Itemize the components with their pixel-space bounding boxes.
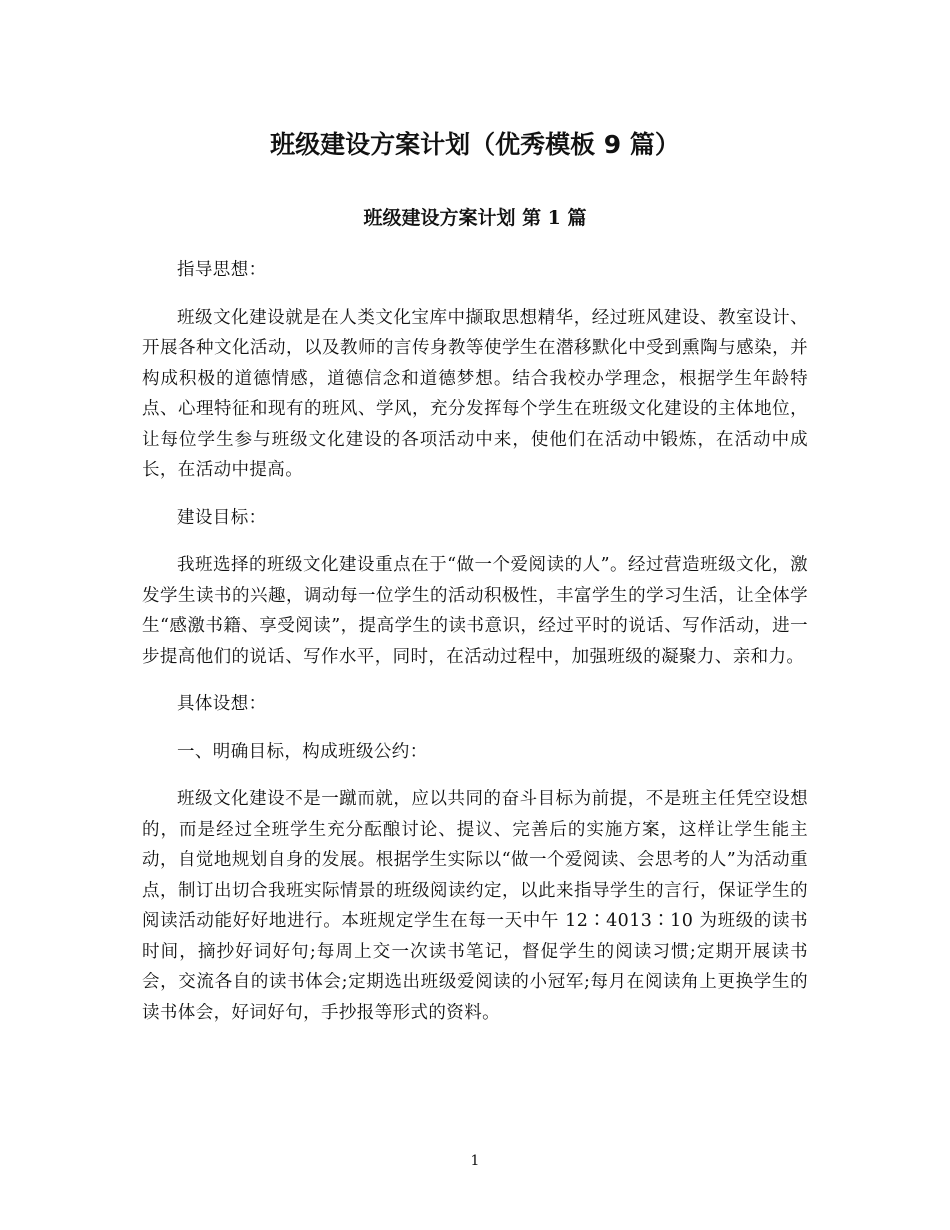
section-title: 班级建设方案计划 第 1 篇 [363,207,587,229]
paragraph-construction-goals: 我班选择的班级文化建设重点在于“做一个爱阅读的人”。经过营造班级文化，激发学生读书的兴趣，调动每一位学生的活动积极性，丰富学生的学习生活，让全体学生“感激书籍、享受阅读”，提高学生的读书意识，经过平时的说话、写作活动，进一步提高他们的说话、写作水平，同时，在活动过程中，加强班级的凝聚力、亲和力。 [142,555,808,667]
document-title: 班级建设方案计划（优秀模板 9 篇） [270,130,680,159]
page-number: 1 [470,1153,480,1169]
paragraph-guiding-ideology: 班级文化建设就是在人类文化宝库中撷取思想精华，经过班风建设、教室设计、开展各种文化活动，以及教师的言传身教等使学生在潜移默化中受到熏陶与感染，并构成积极的道德情感，道德信念和道德梦想。结合我校办学理念，根据学生年龄特点、心理特征和现有的班风、学风，充分发挥每个学生在班级文化建设的主体地位，让每位学生参与班级文化建设的各项活动中来，使他们在活动中锻炼，在活动中成长，在活动中提高。 [142,307,808,480]
heading-construction-goals: 建设目标： [177,507,267,528]
heading-guiding-ideology: 指导思想： [177,260,267,280]
paragraph-point-one: 班级文化建设不是一蹴而就，应以共同的奋斗目标为前提，不是班主任凭空设想的，而是经过全班学生充分酝酿讨论、提议、完善后的实施方案，这样让学生能主动，自觉地规划自身的发展。根据学生实际以“做一个爱阅读、会思考的人”为活动重点，制订出切合我班实际情景的班级阅读约定，以此来指导学生的言行，保证学生的阅读活动能好好地进行。本班规定学生在每一天中午 12∶4013∶10 为班级的读书时间，摘抄好词好句;每周上交一次读书笔记，督促学生的阅读习惯;定期开展读书会，交流各自的读书体会;定期选出班级爱阅读的小冠军;每月在阅读角上更换学生的读书体会，好词好句，手抄报等形式的资料。 [142,789,808,1023]
document-body [142,255,808,1045]
heading-specific-ideas: 具体设想： [177,694,267,714]
heading-point-one: 一、明确目标，构成班级公约： [177,741,428,762]
